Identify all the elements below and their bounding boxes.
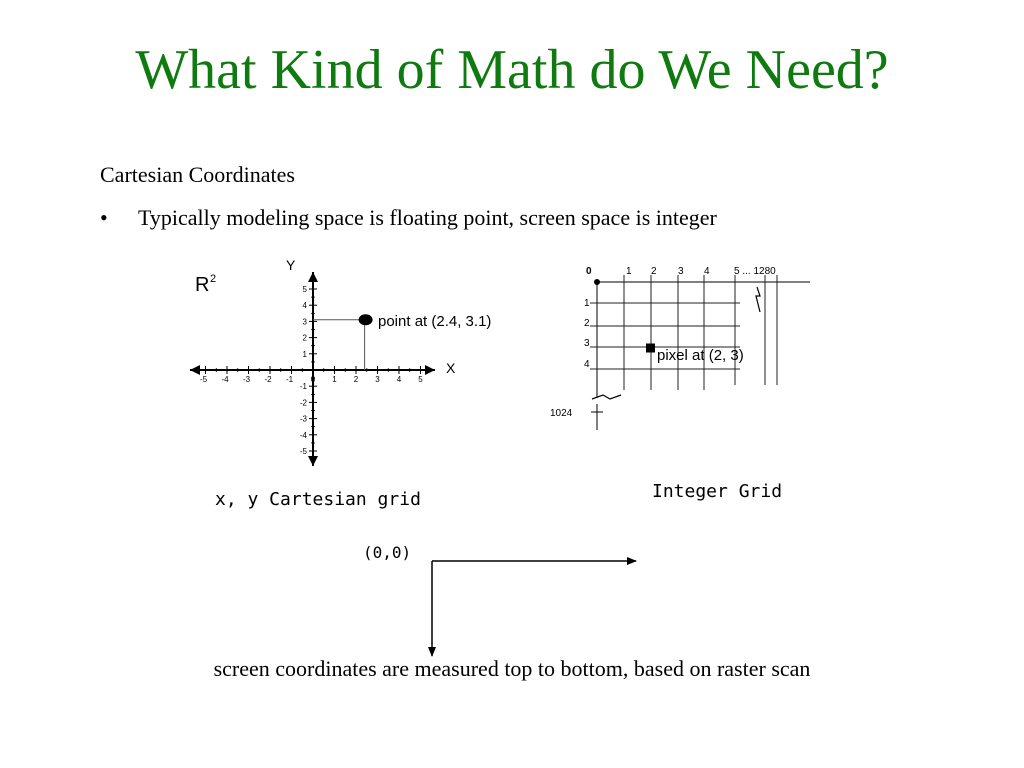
grid-row-label: 2 (584, 318, 590, 329)
row-1024-label: 1024 (550, 408, 573, 419)
origin-label: (0,0) (363, 543, 412, 562)
x-axis-right-arrow (425, 365, 435, 375)
y-axis-label: Y (286, 257, 296, 273)
grid-row-label: 3 (584, 338, 590, 349)
grid-column-label: 1 (626, 266, 632, 277)
y-tick-label: 4 (302, 301, 307, 311)
grid-column-label: 2 (651, 266, 657, 277)
y-axis-down-arrow (308, 456, 318, 466)
space-exponent: 2 (210, 273, 217, 285)
y-tick-label: 5 (302, 285, 307, 294)
pixel-marker (646, 344, 655, 353)
grid-row-label: 4 (584, 359, 590, 370)
y-tick-label: 2 (302, 333, 307, 343)
y-tick-label: -2 (299, 398, 307, 408)
integer-grid-column-labels (586, 266, 776, 277)
x-axis-label: X (446, 360, 456, 376)
slide-title: What Kind of Math do We Need? (135, 39, 889, 101)
x-tick-label: 0 (310, 375, 316, 384)
point-marker (359, 314, 373, 325)
y-tick-label: -1 (299, 382, 307, 392)
y-tick-label: 1 (302, 349, 307, 359)
grid-origin-dot (594, 279, 600, 285)
x-tick-label: -2 (264, 375, 272, 384)
grid-column-label: 0 (586, 266, 592, 277)
grid-column-label: 4 (704, 266, 710, 277)
y-tick-label: -5 (299, 447, 307, 456)
grid-column-label: 5 ... 1280 (734, 266, 776, 277)
footer-text: screen coordinates are measured top to bottom, based on raster scan (213, 656, 811, 681)
x-tick-label: 4 (396, 375, 402, 384)
x-tick-label: -3 (242, 375, 251, 384)
y-tick-label: -3 (299, 414, 307, 424)
x-tick-label: 5 (418, 375, 423, 384)
x-tick-label: 2 (353, 375, 359, 384)
integer-grid-lines (590, 275, 810, 398)
column-break-mark (756, 287, 760, 312)
screen-axes-diagram (432, 561, 636, 656)
x-tick-label: -5 (199, 375, 208, 384)
subtitle: Cartesian Coordinates (100, 162, 295, 187)
y-axis-up-arrow (308, 272, 318, 282)
x-tick-label: 1 (332, 375, 337, 384)
bullet-marker: • (100, 205, 108, 230)
integer-grid-row-labels (584, 298, 590, 370)
cartesian-caption: x, y Cartesian grid (215, 489, 421, 510)
x-axis-left-arrow (190, 365, 200, 375)
x-tick-label: -4 (221, 375, 229, 384)
space-label: R (195, 274, 210, 296)
cartesian-diagram (190, 257, 491, 466)
row-break-mark (592, 395, 621, 399)
point-label: point at (2.4, 3.1) (378, 313, 492, 330)
y-tick-label: -4 (299, 430, 307, 440)
y-tick-label: 3 (302, 317, 307, 327)
grid-column-label: 3 (678, 266, 684, 277)
integer-grid-caption: Integer Grid (652, 481, 783, 502)
bullet-text: Typically modeling space is floating point, screen space is integer (138, 205, 717, 230)
x-tick-label: 3 (375, 375, 380, 384)
x-tick-label: -1 (285, 375, 294, 384)
pixel-label: pixel at (2, 3) (657, 347, 744, 364)
grid-row-label: 1 (584, 298, 590, 309)
integer-grid-diagram (550, 266, 810, 430)
